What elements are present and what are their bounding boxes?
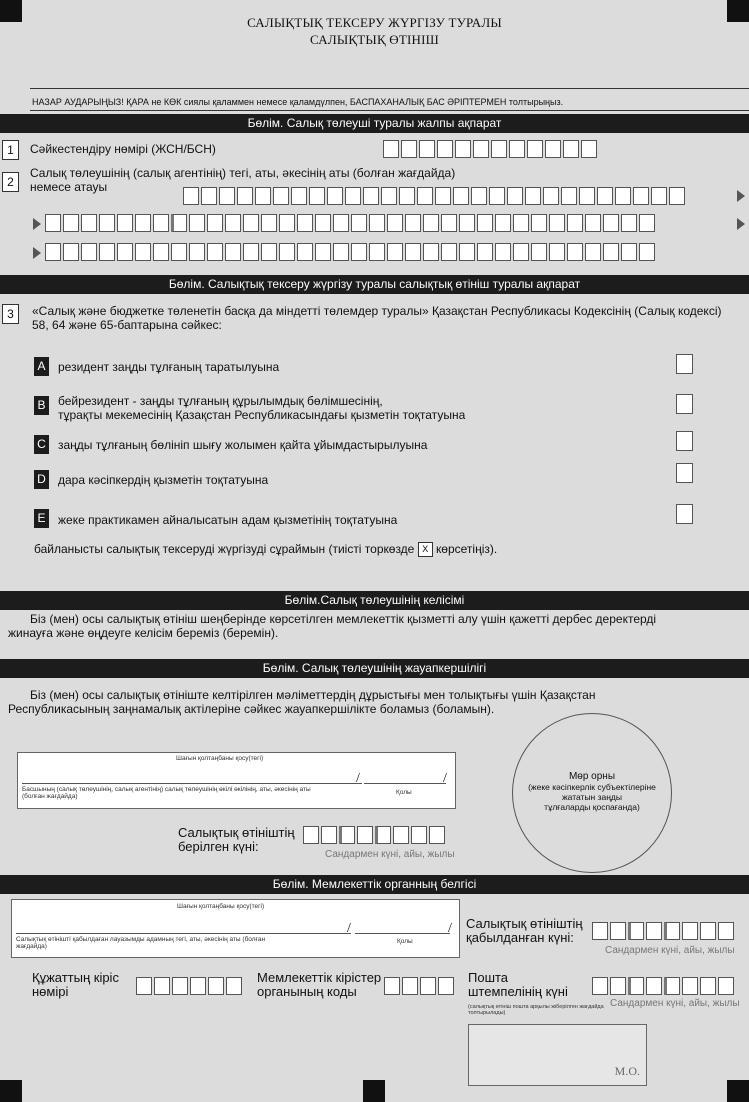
character-cell[interactable]: [309, 187, 325, 205]
character-cell[interactable]: [225, 243, 241, 261]
character-cell[interactable]: [183, 187, 199, 205]
section-header-consent: Бөлім.Салық төлеушінің келісімі: [0, 591, 749, 610]
seal-caption-line: жататын заңды: [561, 792, 622, 802]
closing-text: көрсетіңіз).: [436, 542, 498, 556]
continuation-arrow-icon: [33, 218, 41, 230]
label-line: штемпелінің күні: [468, 984, 568, 999]
character-cell[interactable]: [279, 243, 295, 261]
character-cell[interactable]: [477, 214, 493, 232]
character-cell[interactable]: [420, 977, 436, 995]
consent-text: [8, 612, 743, 640]
legal-basis-text: [32, 304, 747, 332]
character-cell[interactable]: [189, 243, 205, 261]
character-cell[interactable]: [154, 977, 170, 995]
character-cell[interactable]: [597, 187, 613, 205]
character-cell[interactable]: [423, 214, 439, 232]
character-cell[interactable]: [531, 243, 547, 261]
continuation-arrow-icon: [33, 247, 41, 259]
character-cell[interactable]: [509, 140, 525, 158]
authority-code-label: [257, 971, 381, 999]
option-letter: E: [34, 509, 49, 528]
official-signature-block[interactable]: [11, 899, 460, 958]
item-number: 2: [2, 172, 19, 192]
character-cell[interactable]: [387, 214, 403, 232]
separator-slash: /: [443, 771, 447, 786]
character-cell[interactable]: [190, 977, 206, 995]
character-cell[interactable]: [435, 187, 451, 205]
seal-caption: [513, 772, 671, 812]
character-cell[interactable]: [225, 214, 241, 232]
signature-caption: Салықтық өтінішті қабылдаған лауазымды адамның тегі, аты, әкесінің аты (болған жағдайда): [16, 936, 266, 950]
authority-code-input[interactable]: [384, 977, 454, 995]
character-cell[interactable]: [585, 214, 601, 232]
title-line: САЛЫҚТЫҚ ӨТІНІШ: [310, 32, 439, 47]
character-cell[interactable]: [628, 977, 644, 995]
character-cell[interactable]: [610, 977, 626, 995]
character-cell[interactable]: [387, 243, 403, 261]
mark-example: X: [418, 542, 433, 557]
character-cell[interactable]: [411, 826, 427, 844]
label-line: Пошта: [468, 970, 509, 985]
character-cell[interactable]: [63, 243, 79, 261]
seal-place-label: М.О.: [614, 1064, 640, 1078]
character-cell[interactable]: [81, 243, 97, 261]
character-cell[interactable]: [453, 187, 469, 205]
character-cell[interactable]: [513, 243, 529, 261]
character-cell[interactable]: [628, 922, 644, 940]
section-header-responsibility: Бөлім. Салық төлеушінің жауапкершілігі: [0, 659, 749, 678]
divider: [30, 110, 749, 111]
character-cell[interactable]: [315, 214, 331, 232]
character-cell[interactable]: [351, 243, 367, 261]
character-cell[interactable]: [384, 977, 400, 995]
character-cell[interactable]: [669, 187, 685, 205]
character-cell[interactable]: [610, 922, 626, 940]
registration-mark: [363, 1080, 385, 1102]
character-cell[interactable]: [279, 214, 295, 232]
text-line: «Салық және бюджетке төленетін басқа да міндетті төлемдер туралы» Қазақстан Республикасы Кодексінің (Салық кодексі): [32, 304, 722, 318]
taxpayer-name-input-row-2[interactable]: [45, 214, 655, 232]
signature-caption: Қолы: [396, 789, 412, 796]
character-cell[interactable]: [718, 977, 734, 995]
closing-text: байланысты салықтық тексеруді жүргізуді сұраймын (тиісті торкөзде: [34, 542, 415, 556]
character-cell[interactable]: [471, 187, 487, 205]
character-cell[interactable]: [438, 977, 454, 995]
character-cell[interactable]: [401, 140, 417, 158]
character-cell[interactable]: [603, 214, 619, 232]
character-cell[interactable]: [459, 214, 475, 232]
label-line: бейрезидент - заңды тұлғаның құрылымдық бөлімшесінің,: [58, 394, 383, 408]
character-cell[interactable]: [207, 214, 223, 232]
character-cell[interactable]: [315, 243, 331, 261]
character-cell[interactable]: [621, 214, 637, 232]
character-cell[interactable]: [153, 243, 169, 261]
character-cell[interactable]: [561, 187, 577, 205]
character-cell[interactable]: [369, 214, 385, 232]
character-cell[interactable]: [664, 922, 680, 940]
date-format-hint: Сандармен күні, айы, жылы: [325, 849, 455, 860]
option-letter: A: [34, 357, 49, 376]
submission-date-label: [178, 826, 295, 854]
option-label: [58, 394, 465, 422]
character-cell[interactable]: [333, 214, 349, 232]
label-line: берілген күні:: [178, 839, 259, 854]
character-cell[interactable]: [99, 214, 115, 232]
option-letter: D: [34, 470, 49, 489]
option-checkbox-d[interactable]: [676, 463, 693, 483]
character-cell[interactable]: [646, 922, 662, 940]
character-cell[interactable]: [441, 214, 457, 232]
character-cell[interactable]: [208, 977, 224, 995]
registration-mark: [0, 1080, 22, 1102]
character-cell[interactable]: [567, 214, 583, 232]
character-cell[interactable]: [243, 214, 259, 232]
option-checkbox-a[interactable]: [676, 354, 693, 374]
character-cell[interactable]: [45, 243, 61, 261]
character-cell[interactable]: [603, 243, 619, 261]
continuation-arrow-icon: [737, 190, 745, 202]
character-cell[interactable]: [579, 187, 595, 205]
character-cell[interactable]: [405, 243, 421, 261]
character-cell[interactable]: [581, 140, 597, 158]
iin-bin-label: Сәйкестендіру нөмiрi (ЖСН/БСН): [30, 142, 216, 156]
character-cell[interactable]: [219, 187, 235, 205]
character-cell[interactable]: [321, 826, 337, 844]
text-line: Біз (мен) осы салықтық өтініште келтірілген мәліметтердің дұрыстығы мен толықтығы үшін Қазақстан: [30, 688, 596, 702]
option-label: дара кәсіпкердің қызметін тоқтатуына: [58, 473, 269, 487]
character-cell[interactable]: [369, 243, 385, 261]
character-cell[interactable]: [375, 826, 391, 844]
label-line: нөмірі: [32, 984, 69, 999]
label-line: Салықтық өтініштің: [466, 916, 583, 931]
instructions-notice: НАЗАР АУДАРЫҢЫЗ! ҚАРА не КӨК сиялы қаламмен немесе қаламдүлпен, БАСПАХАНАЛЫҚ БАС ӘРІПТЕРМЕН толтырыңыз.: [32, 97, 564, 107]
separator-slash: /: [347, 921, 351, 936]
character-cell[interactable]: [153, 214, 169, 232]
character-cell[interactable]: [189, 214, 205, 232]
character-cell[interactable]: [531, 214, 547, 232]
item-number: 1: [2, 140, 19, 160]
character-cell[interactable]: [402, 977, 418, 995]
character-cell[interactable]: [419, 140, 435, 158]
title-line: САЛЫҚТЫҚ ТЕКСЕРУ ЖҮРГІЗУ ТУРАЛЫ: [247, 15, 502, 30]
character-cell[interactable]: [136, 977, 152, 995]
character-cell[interactable]: [700, 922, 716, 940]
character-cell[interactable]: [405, 214, 421, 232]
character-cell[interactable]: [495, 243, 511, 261]
signature-caption: Қолы: [397, 938, 413, 945]
character-cell[interactable]: [135, 214, 151, 232]
text-line: Республикасының заңнамалық актілеріне сәйкес жауапкершілікте боламыз (боламын).: [8, 702, 495, 716]
character-cell[interactable]: [639, 243, 655, 261]
label-line: тұрақты мекемесінің Қазақстан Республикасындағы қызметін тоқтатуына: [58, 408, 466, 422]
character-cell[interactable]: [383, 140, 399, 158]
character-cell[interactable]: [437, 140, 453, 158]
option-checkbox-c[interactable]: [676, 431, 693, 451]
character-cell[interactable]: [81, 214, 97, 232]
character-cell[interactable]: [297, 243, 313, 261]
section-header-authority: Бөлім. Мемлекеттік органның белгісі: [0, 875, 749, 894]
character-cell[interactable]: [237, 187, 253, 205]
character-cell[interactable]: [700, 977, 716, 995]
separator-slash: /: [356, 771, 360, 786]
option-letter: B: [34, 396, 49, 415]
character-cell[interactable]: [525, 187, 541, 205]
name-line: [16, 933, 351, 934]
character-cell[interactable]: [423, 243, 439, 261]
postmark-date-label: [468, 971, 568, 999]
character-cell[interactable]: [297, 214, 313, 232]
character-cell[interactable]: [718, 922, 734, 940]
character-cell[interactable]: [621, 243, 637, 261]
label-line: органының коды: [257, 984, 357, 999]
character-cell[interactable]: [682, 922, 698, 940]
character-cell[interactable]: [477, 243, 493, 261]
date-format-hint: Сандармен күні, айы, жылы: [605, 945, 735, 956]
label-line: Құжаттың кіріс: [32, 970, 119, 985]
incoming-number-input[interactable]: [136, 977, 242, 995]
character-cell[interactable]: [567, 243, 583, 261]
incoming-number-label: [32, 971, 119, 999]
postmark-date-input[interactable]: [592, 977, 734, 995]
character-cell[interactable]: [261, 214, 277, 232]
character-cell[interactable]: [507, 187, 523, 205]
character-cell[interactable]: [495, 214, 511, 232]
character-cell[interactable]: [135, 243, 151, 261]
text-line: 58, 64 және 65-баптарына сәйкес:: [32, 318, 222, 332]
option-label: жеке практикамен айналысатын адам қызметінің тоқтатуына: [58, 513, 398, 527]
character-cell[interactable]: [491, 140, 507, 158]
divider: [30, 88, 749, 89]
character-cell[interactable]: [592, 922, 608, 940]
option-letter: C: [34, 435, 49, 454]
character-cell[interactable]: [303, 826, 319, 844]
option-label: заңды тұлғаның бөлініп шығу жолымен қайта ұйымдастырылуына: [58, 438, 428, 452]
text-line: жинауға және өңдеуге келісім береміз (беремін).: [8, 626, 279, 640]
option-checkbox-b[interactable]: [676, 394, 693, 414]
character-cell[interactable]: [393, 826, 409, 844]
character-cell[interactable]: [473, 140, 489, 158]
character-cell[interactable]: [63, 214, 79, 232]
character-cell[interactable]: [563, 140, 579, 158]
registration-mark: [727, 1080, 749, 1102]
label-line: Салықтық өтініштің: [178, 825, 295, 840]
character-cell[interactable]: [171, 243, 187, 261]
character-cell[interactable]: [543, 187, 559, 205]
character-cell[interactable]: [399, 187, 415, 205]
date-format-hint: Сандармен күні, айы, жылы: [610, 998, 740, 1009]
seal-caption-line: Мөр орны: [568, 771, 616, 782]
character-cell[interactable]: [201, 187, 217, 205]
postmark-note: (салықтық өтініш пошта арқылы жіберілген жағдайда толтырылады): [468, 1004, 604, 1016]
character-cell[interactable]: [345, 187, 361, 205]
character-cell[interactable]: [291, 187, 307, 205]
character-cell[interactable]: [429, 826, 445, 844]
character-cell[interactable]: [363, 187, 379, 205]
character-cell[interactable]: [172, 977, 188, 995]
item-number: 3: [2, 304, 19, 324]
character-cell[interactable]: [592, 977, 608, 995]
option-checkbox-e[interactable]: [676, 504, 693, 524]
character-cell[interactable]: [207, 243, 223, 261]
acceptance-date-label: [466, 917, 583, 945]
character-cell[interactable]: [545, 140, 561, 158]
character-cell[interactable]: [261, 243, 277, 261]
taxpayer-name-input-row-3[interactable]: [45, 243, 655, 261]
continuation-arrow-icon: [737, 218, 745, 230]
character-cell[interactable]: [417, 187, 433, 205]
request-closing-text: [34, 542, 497, 557]
character-cell[interactable]: [664, 977, 680, 995]
name-line: [22, 783, 362, 784]
label-line: Мемлекеттік кірістер: [257, 970, 382, 985]
character-cell[interactable]: [45, 214, 61, 232]
label-line: Салық төлеушінің (салық агентінің) тегі, аты, әкесінің аты (болған жағдайда): [30, 166, 456, 180]
character-cell[interactable]: [489, 187, 505, 205]
character-cell[interactable]: [633, 187, 649, 205]
signature-caption: Басшының (салық төлеушінің, салық агентінің) салық төлеушінің өкілі өкілінің, аты, әкесінің аты (болған жағдайда): [22, 786, 311, 800]
character-cell[interactable]: [615, 187, 631, 205]
responsibility-text: [8, 688, 743, 716]
character-cell[interactable]: [255, 187, 271, 205]
label-line: немесе атауы: [30, 180, 108, 194]
signature-caption: Шағын қолтаңбаны қосу(тегі): [177, 903, 265, 910]
character-cell[interactable]: [226, 977, 242, 995]
form-title: [0, 14, 749, 48]
character-cell[interactable]: [99, 243, 115, 261]
character-cell[interactable]: [459, 243, 475, 261]
character-cell[interactable]: [441, 243, 457, 261]
seal-placeholder: [512, 713, 672, 873]
section-header-taxpayer: Бөлім. Салық төлеушi туралы жалпы ақпарат: [0, 114, 749, 133]
text-line: Біз (мен) осы салықтық өтініш шеңберінде көрсетілген мемлекеттік қызметті алу үшін қажетті дербес деректерді: [30, 612, 657, 626]
character-cell[interactable]: [455, 140, 471, 158]
character-cell[interactable]: [585, 243, 601, 261]
character-cell[interactable]: [327, 187, 343, 205]
taxpayer-signature-block[interactable]: [17, 752, 456, 809]
character-cell[interactable]: [682, 977, 698, 995]
seal-caption-line: (жеке кәсіпкерлік субъектілеріне: [528, 782, 656, 792]
character-cell[interactable]: [651, 187, 667, 205]
character-cell[interactable]: [273, 187, 289, 205]
character-cell[interactable]: [357, 826, 373, 844]
seal-caption-line: тұлғаларды қоспағанда): [544, 802, 640, 812]
iin-bin-input[interactable]: [383, 140, 597, 158]
character-cell[interactable]: [351, 214, 367, 232]
submission-date-input[interactable]: [303, 826, 445, 844]
character-cell[interactable]: [117, 243, 133, 261]
section-header-application: Бөлім. Салықтық тексеру жүргізу туралы салықтық өтініш туралы ақпарат: [0, 275, 749, 294]
signature-line: [364, 783, 446, 784]
acceptance-date-input[interactable]: [592, 922, 734, 940]
character-cell[interactable]: [339, 826, 355, 844]
taxpayer-name-input-row-1[interactable]: [183, 187, 685, 205]
character-cell[interactable]: [639, 214, 655, 232]
character-cell[interactable]: [513, 214, 529, 232]
character-cell[interactable]: [171, 214, 187, 232]
separator-slash: /: [448, 921, 452, 936]
character-cell[interactable]: [527, 140, 543, 158]
label-line: қабылданған күні:: [466, 930, 574, 945]
character-cell[interactable]: [381, 187, 397, 205]
character-cell[interactable]: [646, 977, 662, 995]
character-cell[interactable]: [243, 243, 259, 261]
option-label: резидент заңды тұлғаның таратылуына: [58, 360, 280, 374]
character-cell[interactable]: [117, 214, 133, 232]
character-cell[interactable]: [549, 214, 565, 232]
signature-line: [355, 933, 450, 934]
character-cell[interactable]: [333, 243, 349, 261]
signature-caption: Шағын қолтаңбаны қосу(тегі): [176, 755, 264, 762]
seal-area: [468, 1024, 647, 1086]
character-cell[interactable]: [549, 243, 565, 261]
